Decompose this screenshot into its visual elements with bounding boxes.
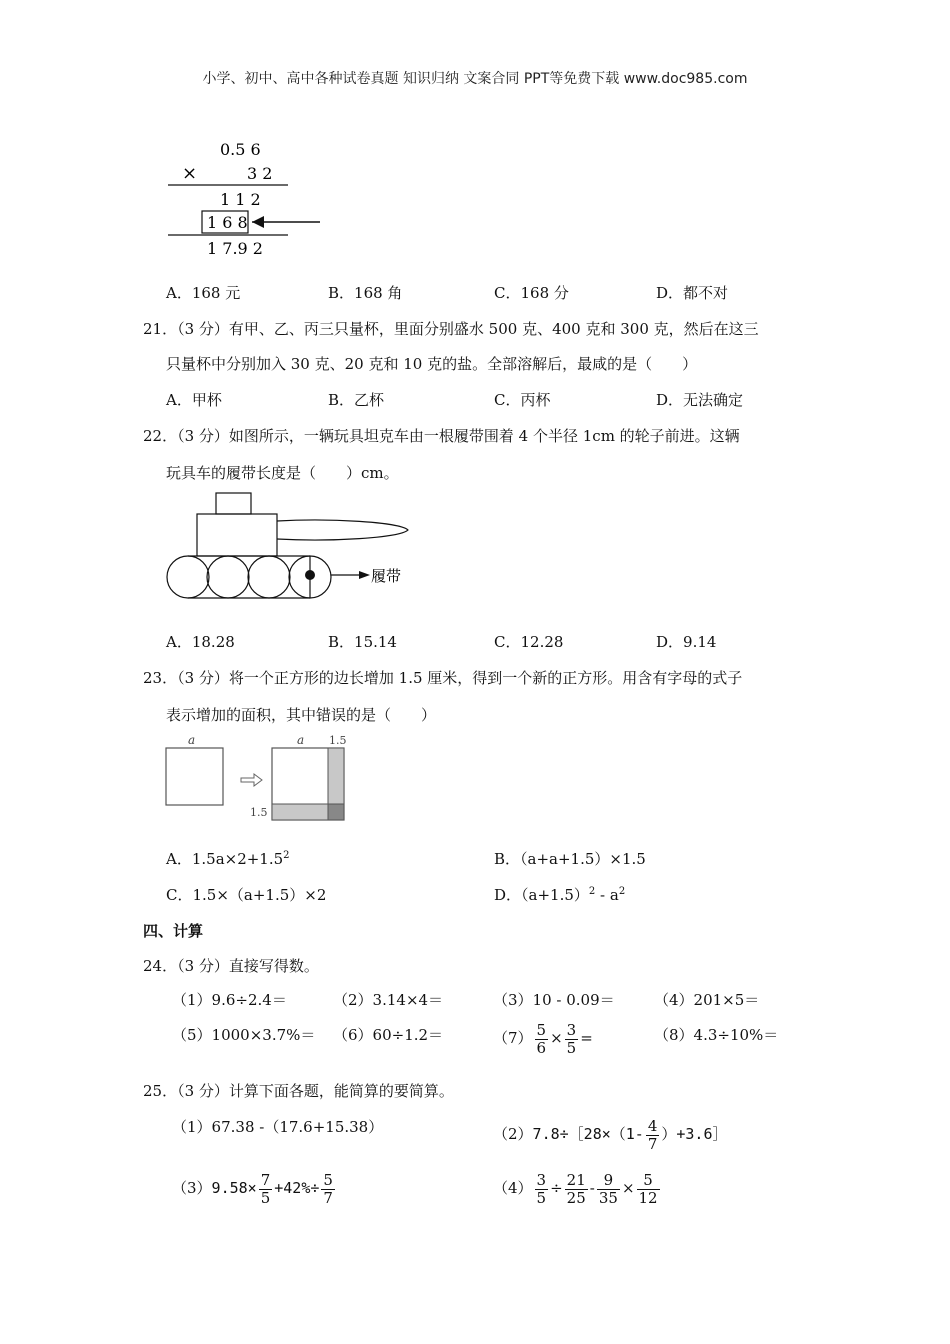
- q24-item-2: （2）3.14×4＝: [333, 991, 444, 1009]
- wheel-2: [207, 556, 249, 598]
- q23-option-d-exponent-2: 2: [618, 886, 626, 897]
- q20-option-c[interactable]: C．168 分: [494, 284, 569, 302]
- denominator: 35: [598, 1188, 618, 1207]
- side-a-label: a: [188, 733, 196, 747]
- q24-item-1: （1）9.6÷2.4＝: [172, 991, 287, 1009]
- fraction: [597, 1172, 620, 1206]
- q24-title: 24．（3 分）直接写得数。: [143, 957, 319, 975]
- denominator: 5: [536, 1188, 547, 1207]
- fraction: [565, 1172, 588, 1206]
- q20-option-d[interactable]: D．都不对: [656, 284, 729, 302]
- side-15-label-top: 1.5: [329, 734, 347, 747]
- arrow-head-icon: [252, 216, 264, 228]
- q24-item-7: [493, 1022, 593, 1056]
- fraction: [646, 1118, 660, 1152]
- q22-option-a[interactable]: A．18.28: [166, 633, 235, 651]
- q22-text-line2: 玩具车的履带长度是（ ）cm。: [166, 464, 399, 482]
- q21-option-d[interactable]: D．无法确定: [656, 391, 744, 409]
- partial-product-2: 1 6 8: [207, 213, 248, 232]
- side-a-label-2: a: [297, 733, 305, 747]
- numerator: 9: [597, 1172, 620, 1190]
- q21-option-a[interactable]: A．甲杯: [166, 391, 222, 409]
- numerator: 7: [260, 1171, 271, 1189]
- fraction: [535, 1022, 549, 1056]
- q23-option-a[interactable]: [166, 848, 290, 869]
- q25-title: 25．（3 分）计算下面各题，能简算的要简算。: [143, 1082, 454, 1100]
- numerator: 5: [637, 1172, 660, 1190]
- q24-item-5: （5）1000×3.7%＝: [172, 1026, 316, 1044]
- operator: ÷: [550, 1179, 563, 1197]
- denominator: 7: [323, 1188, 333, 1207]
- q25-part-4: [493, 1172, 662, 1206]
- wheel-1: [167, 556, 209, 598]
- q21-option-b[interactable]: B．乙杯: [328, 391, 385, 409]
- q23-option-c[interactable]: C．1.5×（a+1.5）×2: [166, 886, 327, 904]
- track-label: 履带: [371, 567, 402, 585]
- q20-option-a[interactable]: A．168 元: [166, 284, 241, 302]
- numerator: 5: [323, 1171, 333, 1189]
- square-growth-figure: [160, 730, 360, 825]
- denominator: 6: [536, 1038, 547, 1057]
- q22-option-c[interactable]: C．12.28: [494, 633, 564, 651]
- numerator: 21: [566, 1171, 586, 1189]
- numerator: 3: [566, 1021, 577, 1039]
- fig-top-number: 0.5 6: [220, 140, 261, 159]
- final-product: 1 7.9 2: [207, 239, 263, 258]
- operator: -: [589, 1179, 595, 1197]
- q21-option-c[interactable]: C．丙杯: [494, 391, 551, 409]
- fig-multiplier: 3 2: [247, 164, 273, 183]
- part-label: （3）: [172, 1179, 212, 1197]
- equals-sign: =: [580, 1029, 593, 1047]
- q25-part-1: （1）67.38 -（17.6+15.38）: [172, 1118, 384, 1136]
- original-square: [166, 748, 223, 805]
- q25-part-3: [172, 1172, 337, 1206]
- expression: 7.8÷［28×（1-: [532, 1125, 644, 1143]
- numerator: 4: [647, 1117, 658, 1135]
- denominator: 12: [638, 1188, 658, 1207]
- q20-option-b[interactable]: B．168 角: [328, 284, 403, 302]
- fraction: [565, 1022, 579, 1056]
- denominator: 5: [260, 1188, 271, 1207]
- fraction: [321, 1172, 335, 1206]
- q22-text-line1: 22．（3 分）如图所示，一辆玩具坦克车由一根履带围着 4 个半径 1cm 的轮子前进。这辆: [143, 427, 740, 445]
- bottom-strip: [272, 804, 328, 820]
- partial-product-1: 1 1 2: [220, 190, 261, 209]
- expression: 9.58×: [211, 1179, 257, 1197]
- part-label: （2）: [493, 1125, 533, 1143]
- expression: +42%÷: [274, 1179, 320, 1197]
- q23-option-a-text: A．1.5a×2+1.5: [166, 850, 284, 868]
- multiplication-figure: [160, 135, 330, 265]
- q23-text-line1: 23．（3 分）将一个正方形的边长增加 1.5 厘米，得到一个新的正方形。用含有字母的式子: [143, 669, 743, 687]
- q24-item-8: （8）4.3÷10%＝: [654, 1026, 779, 1044]
- q23-option-b[interactable]: B．（a+a+1.5）×1.5: [494, 850, 646, 868]
- wheel-center-dot: [305, 570, 315, 580]
- q23-option-d[interactable]: [494, 884, 625, 905]
- q23-option-d-exponent: 2: [588, 886, 596, 897]
- q23-option-a-exponent: 2: [283, 850, 290, 861]
- denominator: 7: [647, 1134, 658, 1153]
- side-15-label-left: 1.5: [250, 806, 268, 819]
- q23-text-line2: 表示增加的面积，其中错误的是（ ）: [166, 706, 437, 724]
- fraction: [535, 1172, 549, 1206]
- wheel-3: [248, 556, 290, 598]
- numerator: 5: [536, 1021, 547, 1039]
- q21-text-line2: 只量杯中分别加入 30 克、20 克和 10 克的盐。全部溶解后，最咸的是（ ）: [166, 355, 698, 373]
- operator: ×: [550, 1029, 563, 1047]
- transform-arrow-icon: [241, 774, 262, 786]
- right-strip: [328, 748, 344, 804]
- q24-item-4: （4）201×5＝: [654, 991, 760, 1009]
- part-label: （4）: [493, 1179, 533, 1197]
- q21-text-line1: 21．（3 分）有甲、乙、丙三只量杯，里面分别盛水 500 克、400 克和 300 克，然后在这三: [143, 320, 759, 338]
- numerator: 3: [536, 1171, 547, 1189]
- tank-barrel: [277, 520, 408, 540]
- q24-item-7-label: （7）: [493, 1029, 533, 1047]
- denominator: 25: [566, 1188, 586, 1207]
- page-header: 小学、初中、高中各种试卷真题 知识归纳 文案合同 PPT等免费下载 www.doc985.com: [202, 71, 748, 87]
- fraction: [637, 1172, 660, 1206]
- q23-option-d-text: D．（a+1.5）: [494, 886, 589, 904]
- times-sign: ×: [182, 163, 198, 184]
- tank-body: [197, 514, 277, 556]
- q22-option-b[interactable]: B．15.14: [328, 633, 397, 651]
- q24-item-6: （6）60÷1.2＝: [333, 1026, 444, 1044]
- section-title: 四、计算: [143, 922, 204, 940]
- q24-item-3: （3）10 - 0.09＝: [493, 991, 615, 1009]
- tank-figure: [160, 490, 420, 605]
- denominator: 5: [566, 1038, 577, 1057]
- label-arrow-icon: [359, 571, 370, 579]
- q25-part-2: [493, 1118, 728, 1152]
- q23-option-d-tail: - a: [595, 886, 619, 904]
- tank-hatch: [216, 493, 251, 514]
- expression: ）+3.6］: [661, 1125, 728, 1143]
- operator: ×: [621, 1179, 635, 1197]
- corner-square: [328, 804, 344, 820]
- fraction: [259, 1172, 273, 1206]
- q22-option-d[interactable]: D．9.14: [656, 633, 717, 651]
